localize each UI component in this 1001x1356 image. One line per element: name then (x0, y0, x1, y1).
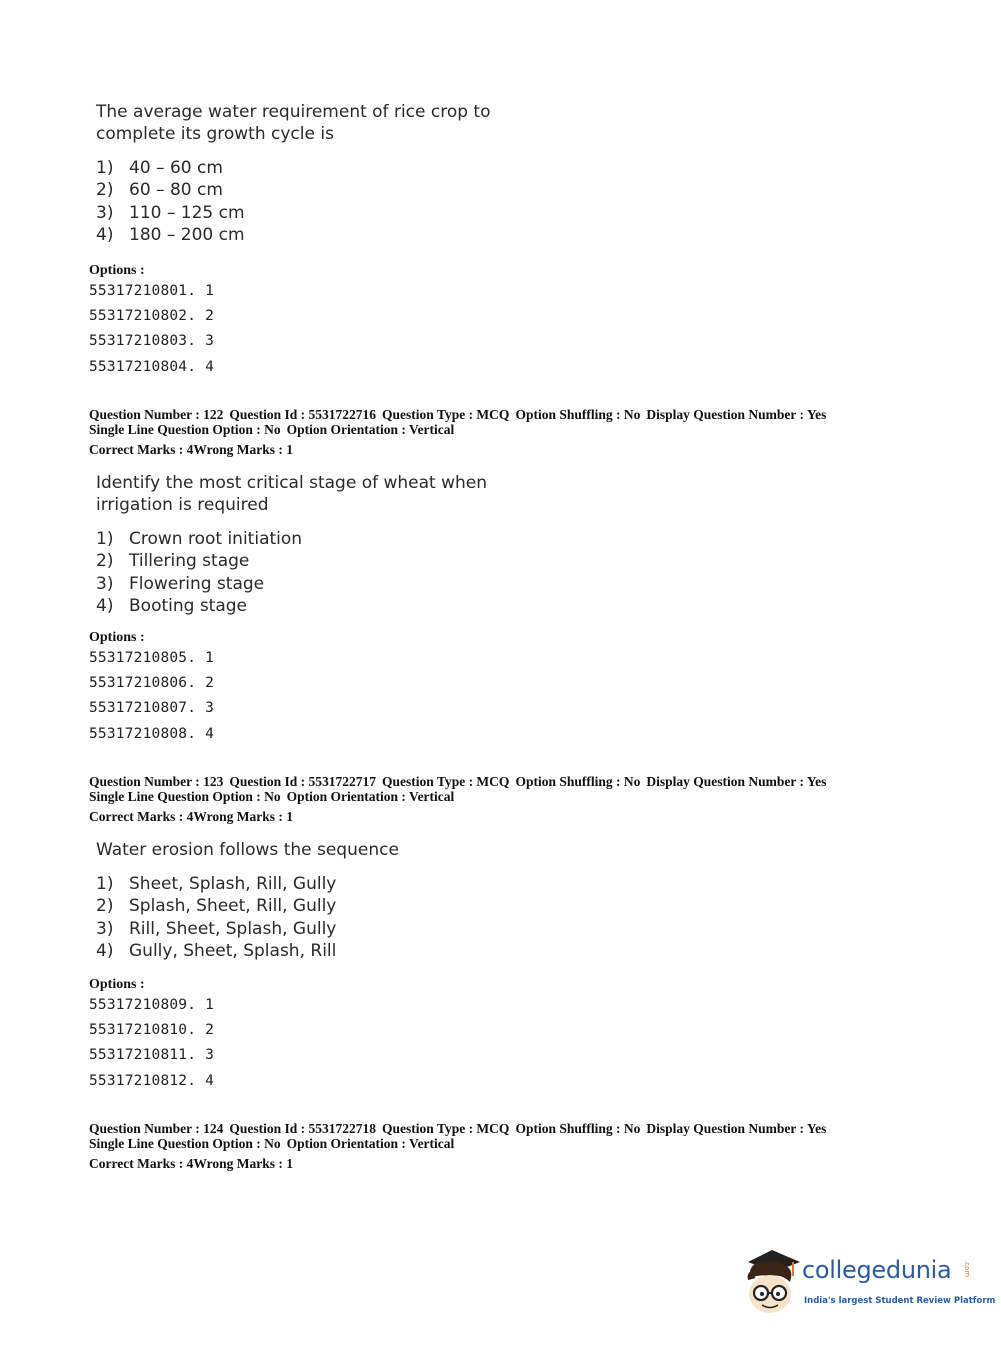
option-id: 55317210810. 2 (89, 1022, 215, 1039)
option-id: 55317210803. 3 (89, 333, 215, 350)
logo-dotcom: .com (963, 1260, 971, 1278)
choice-item: 1) Sheet, Splash, Rill, Gully (96, 874, 337, 894)
question-text: Identify the most critical stage of wheat when irrigation is required (96, 473, 488, 515)
answer-choices (96, 528, 302, 617)
question-meta: Question Number : 123 Question Id : 5531722717 Question Type : MCQ Option Shuffling : No Display Question Number : Yes Single Line Question Option : No Option Orientation : Vertical (89, 774, 827, 804)
question-text: Water erosion follows the sequence (96, 840, 399, 860)
question-marks: Correct Marks : 4Wrong Marks : 1 (89, 809, 293, 824)
choice-item: 2) 60 – 80 cm (96, 180, 223, 201)
choice-item: 4) Booting stage (96, 595, 248, 616)
option-id: 55317210806. 2 (89, 675, 215, 692)
question-meta: Question Number : 122 Question Id : 5531722716 Question Type : MCQ Option Shuffling : No Display Question Number : Yes Single Line Question Option : No Option Orientation : Vertical (89, 407, 827, 437)
option-id: 55317210811. 3 (89, 1047, 215, 1064)
option-id-list (89, 646, 214, 747)
choice-item: 1) 40 – 60 cm (96, 158, 223, 178)
option-id: 55317210807. 3 (89, 700, 215, 717)
question-meta: Question Number : 124 Question Id : 5531722718 Question Type : MCQ Option Shuffling : No Display Question Number : Yes Single Line Question Option : No Option Orientation : Vertical (89, 1121, 827, 1151)
choice-item: 4) 180 – 200 cm (96, 224, 245, 245)
option-id-list (89, 279, 214, 380)
logo-wordmark: collegedunia (802, 1256, 952, 1284)
option-id: 55317210801. 1 (89, 283, 215, 299)
choice-item: 1) Crown root initiation (96, 529, 303, 549)
option-id: 55317210804. 4 (89, 358, 215, 375)
options-label: Options : (89, 977, 145, 992)
options-label: Options : (89, 630, 145, 645)
answer-choices (96, 157, 245, 246)
choice-item: 4) Gully, Sheet, Splash, Rill (96, 940, 337, 961)
collegedunia-logo (742, 1248, 996, 1318)
choice-item: 2) Tillering stage (96, 551, 250, 572)
choice-item: 3) 110 – 125 cm (96, 202, 245, 223)
question-marks: Correct Marks : 4Wrong Marks : 1 (89, 1156, 293, 1171)
mascot-icon (742, 1248, 804, 1318)
choice-item: 2) Splash, Sheet, Rill, Gully (96, 896, 337, 917)
answer-choices (96, 873, 336, 962)
option-id: 55317210809. 1 (89, 997, 215, 1013)
choice-item: 3) Flowering stage (96, 573, 265, 594)
option-id: 55317210805. 1 (89, 650, 215, 666)
choice-item: 3) Rill, Sheet, Splash, Gully (96, 918, 337, 939)
question-text: The average water requirement of rice crop to complete its growth cycle is (96, 102, 491, 144)
logo-tagline: India's largest Student Review Platform (804, 1296, 996, 1306)
options-label: Options : (89, 263, 145, 278)
question-marks: Correct Marks : 4Wrong Marks : 1 (89, 442, 293, 457)
option-id: 55317210812. 4 (89, 1072, 215, 1089)
option-id: 55317210808. 4 (89, 725, 215, 742)
option-id-list (89, 993, 214, 1094)
option-id: 55317210802. 2 (89, 308, 215, 325)
